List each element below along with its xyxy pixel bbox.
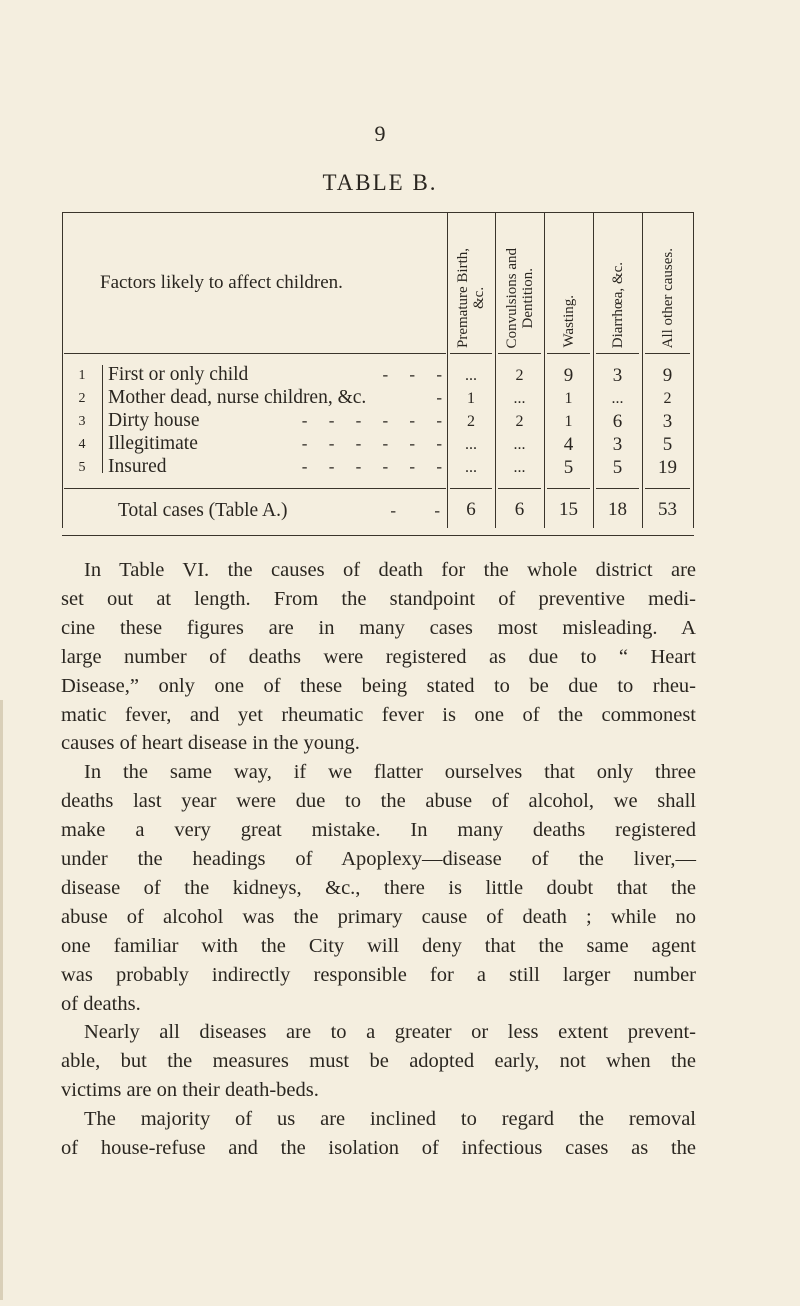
table-title: TABLE B. bbox=[322, 170, 438, 195]
column-rule bbox=[547, 488, 590, 489]
table-right-border bbox=[693, 212, 694, 528]
table-cell: ... bbox=[611, 390, 624, 407]
body-line: of house-refuse and the isolation of infectious cases as the bbox=[61, 1137, 696, 1159]
column-header-line: Convulsions and bbox=[503, 247, 520, 348]
column-rule bbox=[547, 353, 590, 354]
table-cell: ... bbox=[513, 436, 526, 453]
row-number: 1 bbox=[78, 368, 86, 383]
row-label: Insured bbox=[108, 456, 167, 477]
row-label: Dirty house bbox=[108, 410, 200, 431]
column-rule bbox=[645, 488, 690, 489]
body-line: able, but the measures must be adopted early, not when the bbox=[61, 1050, 696, 1073]
total-cell: 18 bbox=[608, 499, 627, 520]
body-line: under the headings of Apoplexy—disease of the liver,— bbox=[61, 848, 696, 870]
body-line: disease of the kidneys, &c., there is little doubt that the bbox=[61, 876, 696, 899]
total-label: Total cases (Table A.) bbox=[118, 500, 288, 521]
body-line: make a very great mistake. In many deaths registered bbox=[61, 819, 696, 842]
column-rule bbox=[498, 488, 541, 489]
table-cell: 1 bbox=[564, 390, 573, 407]
body-line: deaths last year were due to the abuse of alcohol, we shall bbox=[61, 790, 696, 813]
row-label-line bbox=[108, 364, 442, 386]
column-header-line: Premature Birth, bbox=[455, 248, 471, 348]
column-rule bbox=[596, 488, 639, 489]
body-line: abuse of alcohol was the primary cause of death ; while no bbox=[61, 905, 696, 928]
body-line: of deaths. bbox=[61, 992, 141, 1015]
table-cell: 5 bbox=[563, 457, 574, 478]
row-dashes: - bbox=[436, 388, 442, 407]
table-cell: 3 bbox=[662, 411, 673, 432]
row-label-line bbox=[108, 456, 442, 478]
body-line: set out at length. From the standpoint of preventive medi- bbox=[61, 587, 696, 610]
table-cell: 2 bbox=[515, 367, 524, 384]
row-number: 4 bbox=[78, 437, 86, 452]
column-header-line: Dentition. bbox=[519, 267, 536, 328]
table-cell: 1 bbox=[467, 390, 475, 407]
total-dashes: - - bbox=[390, 501, 440, 520]
column-rule bbox=[596, 353, 639, 354]
row-label: Mother dead, nurse children, &c. bbox=[108, 387, 367, 408]
table-cell: 19 bbox=[658, 457, 677, 478]
table-cell: ... bbox=[465, 436, 477, 453]
body-line: In Table VI. the causes of death for the whole district are bbox=[84, 559, 696, 581]
body-line: Disease,” only one of these being stated to be due to rheu- bbox=[61, 674, 696, 697]
row-dashes: - - - bbox=[382, 365, 442, 384]
column-header bbox=[544, 218, 593, 348]
table-cell: 3 bbox=[612, 434, 623, 455]
page-number: 9 bbox=[374, 121, 386, 146]
column-header-line: &c. bbox=[471, 286, 487, 310]
body-line: causes of heart disease in the young. bbox=[61, 732, 360, 755]
table-cell: ... bbox=[513, 459, 526, 476]
column-header-line: Diarrhœa, &c. bbox=[609, 261, 626, 348]
header-rule bbox=[64, 353, 446, 354]
column-rule bbox=[645, 353, 690, 354]
column-header bbox=[447, 218, 495, 348]
row-number: 2 bbox=[78, 391, 86, 406]
row-label-line bbox=[108, 410, 442, 432]
body-line: Nearly all diseases are to a greater or less extent prevent- bbox=[84, 1021, 696, 1044]
body-line: victims are on their death-beds. bbox=[61, 1079, 319, 1102]
table-cell: 2 bbox=[663, 390, 672, 407]
column-header-text bbox=[660, 248, 676, 348]
table-cell: 2 bbox=[515, 413, 524, 430]
table-cell: ... bbox=[465, 459, 477, 476]
table-cell: ... bbox=[465, 367, 477, 384]
total-row-label bbox=[118, 500, 440, 522]
column-header bbox=[642, 218, 693, 348]
column-header-text bbox=[504, 248, 536, 348]
total-cell: 53 bbox=[658, 499, 677, 520]
body-line: one familiar with the City will deny that the same agent bbox=[61, 934, 696, 957]
rownum-divider bbox=[102, 365, 103, 473]
table-cell: 6 bbox=[612, 411, 623, 432]
column-header-text bbox=[561, 295, 577, 348]
row-number: 3 bbox=[78, 414, 86, 429]
table-top-rule bbox=[62, 212, 694, 213]
page-edge-shadow bbox=[0, 700, 3, 1300]
total-cell: 6 bbox=[514, 499, 525, 520]
body-line: The majority of us are inclined to regard the removal bbox=[84, 1108, 696, 1131]
column-header-text bbox=[610, 262, 626, 348]
table-cell: 5 bbox=[662, 434, 673, 455]
total-cell: 15 bbox=[559, 499, 578, 520]
row-dashes: - - - - - - bbox=[301, 434, 442, 453]
column-header bbox=[593, 218, 642, 348]
column-header bbox=[495, 218, 544, 348]
row-label: First or only child bbox=[108, 364, 249, 385]
body-line: large number of deaths were registered as due to “ Heart bbox=[61, 645, 696, 668]
row-number: 5 bbox=[78, 460, 86, 475]
column-header-line: Wasting. bbox=[560, 295, 577, 348]
table-cell: 4 bbox=[563, 434, 574, 455]
table-cell: 9 bbox=[662, 365, 673, 386]
table-cell: 1 bbox=[564, 413, 573, 430]
table-cell: 5 bbox=[612, 457, 623, 478]
body-line: matic fever, and yet rheumatic fever is one of the commonest bbox=[61, 703, 696, 726]
column-rule bbox=[498, 353, 541, 354]
row-label: Illegitimate bbox=[108, 433, 198, 454]
factors-header: Factors likely to affect children. bbox=[100, 272, 343, 293]
table-cell: 9 bbox=[563, 365, 574, 386]
row-label-line bbox=[108, 433, 442, 455]
body-line: cine these figures are in many cases most misleading. A bbox=[61, 616, 696, 639]
body-line: In the same way, if we flatter ourselves that only three bbox=[84, 761, 696, 784]
column-header-text bbox=[455, 248, 487, 348]
total-rule bbox=[64, 488, 446, 489]
table-cell: 3 bbox=[612, 365, 623, 386]
total-cell: 6 bbox=[466, 499, 476, 520]
table-bottom-rule bbox=[62, 535, 694, 536]
table-cell: ... bbox=[513, 390, 526, 407]
column-rule bbox=[450, 488, 492, 489]
row-dashes: - - - - - - bbox=[301, 457, 442, 476]
row-label-line bbox=[108, 387, 442, 409]
table-cell: 2 bbox=[467, 413, 475, 430]
column-header-line: All other causes. bbox=[659, 247, 676, 348]
column-rule bbox=[450, 353, 492, 354]
body-line: was probably indirectly responsible for a still larger number bbox=[61, 963, 696, 986]
row-dashes: - - - - - - bbox=[301, 411, 442, 430]
